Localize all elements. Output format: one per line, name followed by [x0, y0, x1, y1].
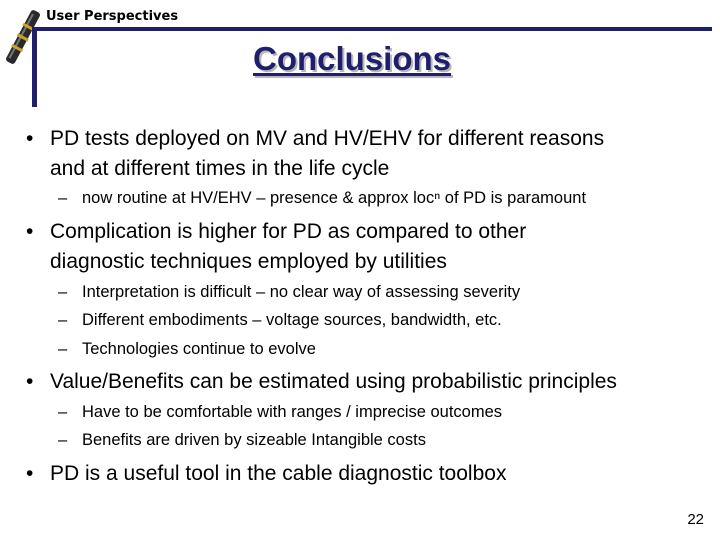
sub-bullet-text: Benefits are driven by sizeable Intangible costs — [82, 431, 426, 449]
sub-bullet-text: Have to be comfortable with ranges / imprecise outcomes — [82, 403, 503, 421]
bullet-text-line: PD is a useful tool in the cable diagnostic toolbox — [50, 462, 507, 485]
sub-bullet-marker: – — [58, 283, 68, 301]
sub-bullet-text: Different embodiments – voltage sources, bandwidth, etc. — [82, 311, 502, 329]
sub-bullet-marker: – — [58, 431, 68, 449]
section-label: User Perspectives — [46, 9, 179, 24]
bullet-text-line: PD tests deployed on MV and HV/EHV for different reasons — [50, 127, 605, 150]
bullet-marker: • — [26, 462, 34, 485]
bullet-marker: • — [26, 370, 34, 393]
sub-bullet-marker: – — [58, 311, 68, 329]
page-number: 22 — [687, 511, 704, 528]
bullet-marker: • — [26, 220, 34, 243]
sub-bullet-marker: – — [58, 189, 68, 207]
sub-bullet-text: Interpretation is difficult – no clear way of assessing severity — [82, 283, 521, 301]
sub-bullet-marker: – — [58, 403, 68, 421]
bullet-text-line: Value/Benefits can be estimated using probabilistic principles — [50, 370, 617, 393]
bullet-text-line: diagnostic techniques employed by utilities — [50, 250, 447, 273]
sub-bullet-text: Technologies continue to evolve — [82, 340, 316, 358]
bullet-text-line: and at different times in the life cycle — [50, 157, 390, 180]
sub-bullet-marker: – — [58, 340, 68, 358]
sub-bullet-text: now routine at HV/EHV – presence & approx locⁿ of PD is paramount — [82, 189, 587, 207]
bullet-marker: • — [26, 127, 34, 150]
page-title: Conclusions — [253, 40, 452, 77]
bullet-text-line: Complication is higher for PD as compared to other — [50, 220, 527, 243]
